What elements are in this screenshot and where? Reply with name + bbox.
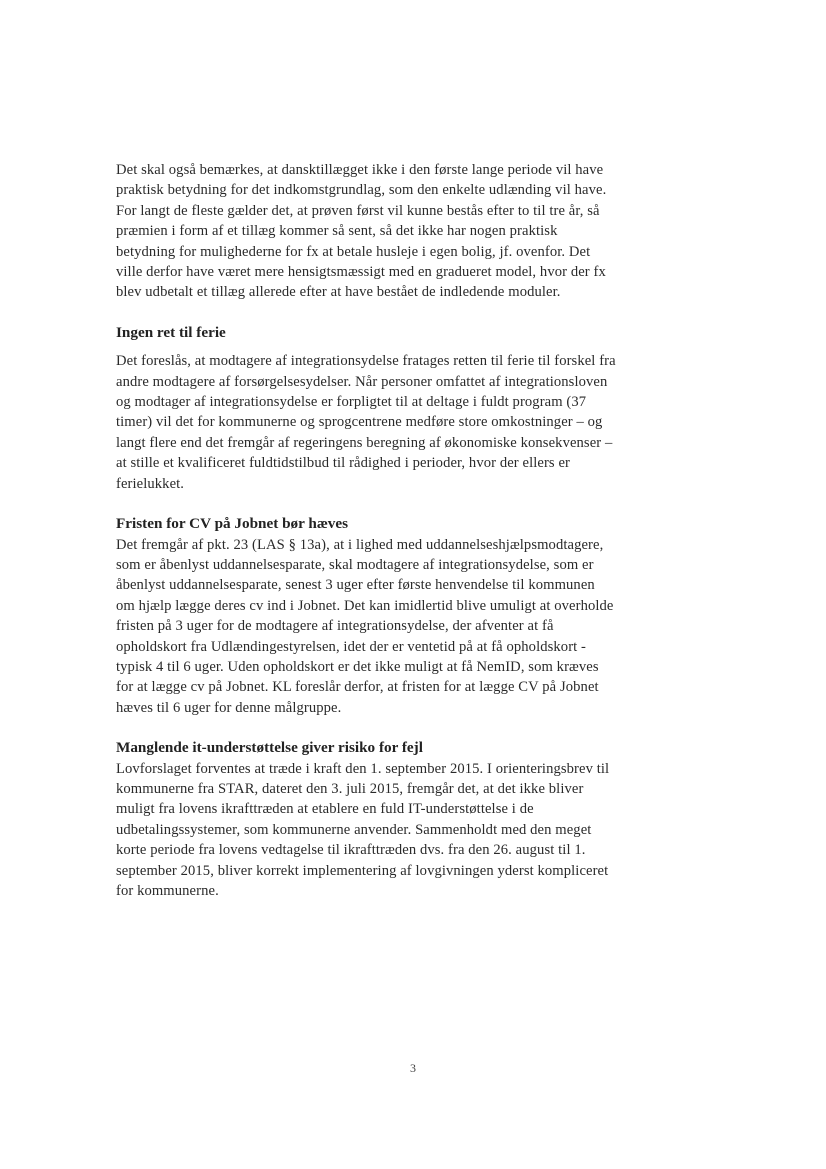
heading-it-support: Manglende it-understøttelse giver risiko for fejl <box>116 739 423 757</box>
paragraph-cv-deadline: Det fremgår af pkt. 23 (LAS § 13a), at i lighed med uddannelseshjælpsmodtagere, som er åbenlyst uddannelsesparate, skal modtagere af integrationsydelse, som er åbenlyst uddannelsesparate, senest 3 uger efter første henvendelse til kommunen om hjælp lægge deres cv ind i Jobnet. Det kan imidlertid blive umuligt at overholde fristen på 3 uger for de modtagere af integrationsydelse, der afventer at få opholdskort fra Udlændingestyrelsen, idet der er ventetid på at få opholdskort - typisk 4 til 6 uger. Uden opholdskort er det ikke muligt at få NemID, som kræves for at lægge cv på Jobnet. KL foreslår derfor, at fristen for at lægge CV på Jobnet hæves til 6 uger for denne målgruppe. <box>116 536 614 716</box>
paragraph-danish-supplement: Det skal også bemærkes, at dansktillægget ikke i den første lange periode vil have praktisk betydning for det indkomstgrundlag, som den enkelte udlænding vil have. For langt de fleste gælder det, at prøven først vil kunne bestås efter to til tre år, så præmien i form af et tillæg kommer så sent, så det ikke har nogen praktisk betydning for mulighederne for fx at betale husleje i egen bolig, jf. ovenfor. Det ville derfor have været mere hensigtsmæssigt med en gradueret model, hvor der fx blev udbetalt et tillæg allerede efter at have bestået de indledende moduler. <box>116 162 607 301</box>
document-body <box>116 160 616 901</box>
page-number: 3 <box>410 1061 416 1075</box>
paragraph-no-right-to-holiday: Det foreslås, at modtagere af integrationsydelse fratages retten til ferie til forskel fra andre modtagere af forsørgelsesydelser. Når personer omfattet af integrationsloven og modtager af integrationsydelse er forpligtet til at deltage i fuldt program (37 timer) vil det for kommunerne og sprogcentrene medføre store omkostninger – og langt flere end det fremgår af regeringens beregning af økonomiske konsekvenser – at stille et kvalificeret fuldtidstilbud til rådighed i perioder, hvor der ellers er ferielukket. <box>116 353 616 492</box>
paragraph-it-support: Lovforslaget forventes at træde i kraft den 1. september 2015. I orienteringsbrev til kommunerne fra STAR, dateret den 3. juli 2015, fremgår det, at det ikke bliver muligt fra lovens ikrafttræden at etablere en fuld IT-understøttelse i de udbetalingssystemer, som kommunerne anvender. Sammenholdt med den meget korte periode fra lovens vedtagelse til ikrafttræden dvs. fra den 26. august til 1. september 2015, bliver korrekt implementering af lovgivningen yderst kompliceret for kommunerne. <box>116 760 610 899</box>
heading-no-right-to-holiday: Ingen ret til ferie <box>116 323 226 341</box>
heading-cv-deadline: Fristen for CV på Jobnet bør hæves <box>116 515 349 533</box>
